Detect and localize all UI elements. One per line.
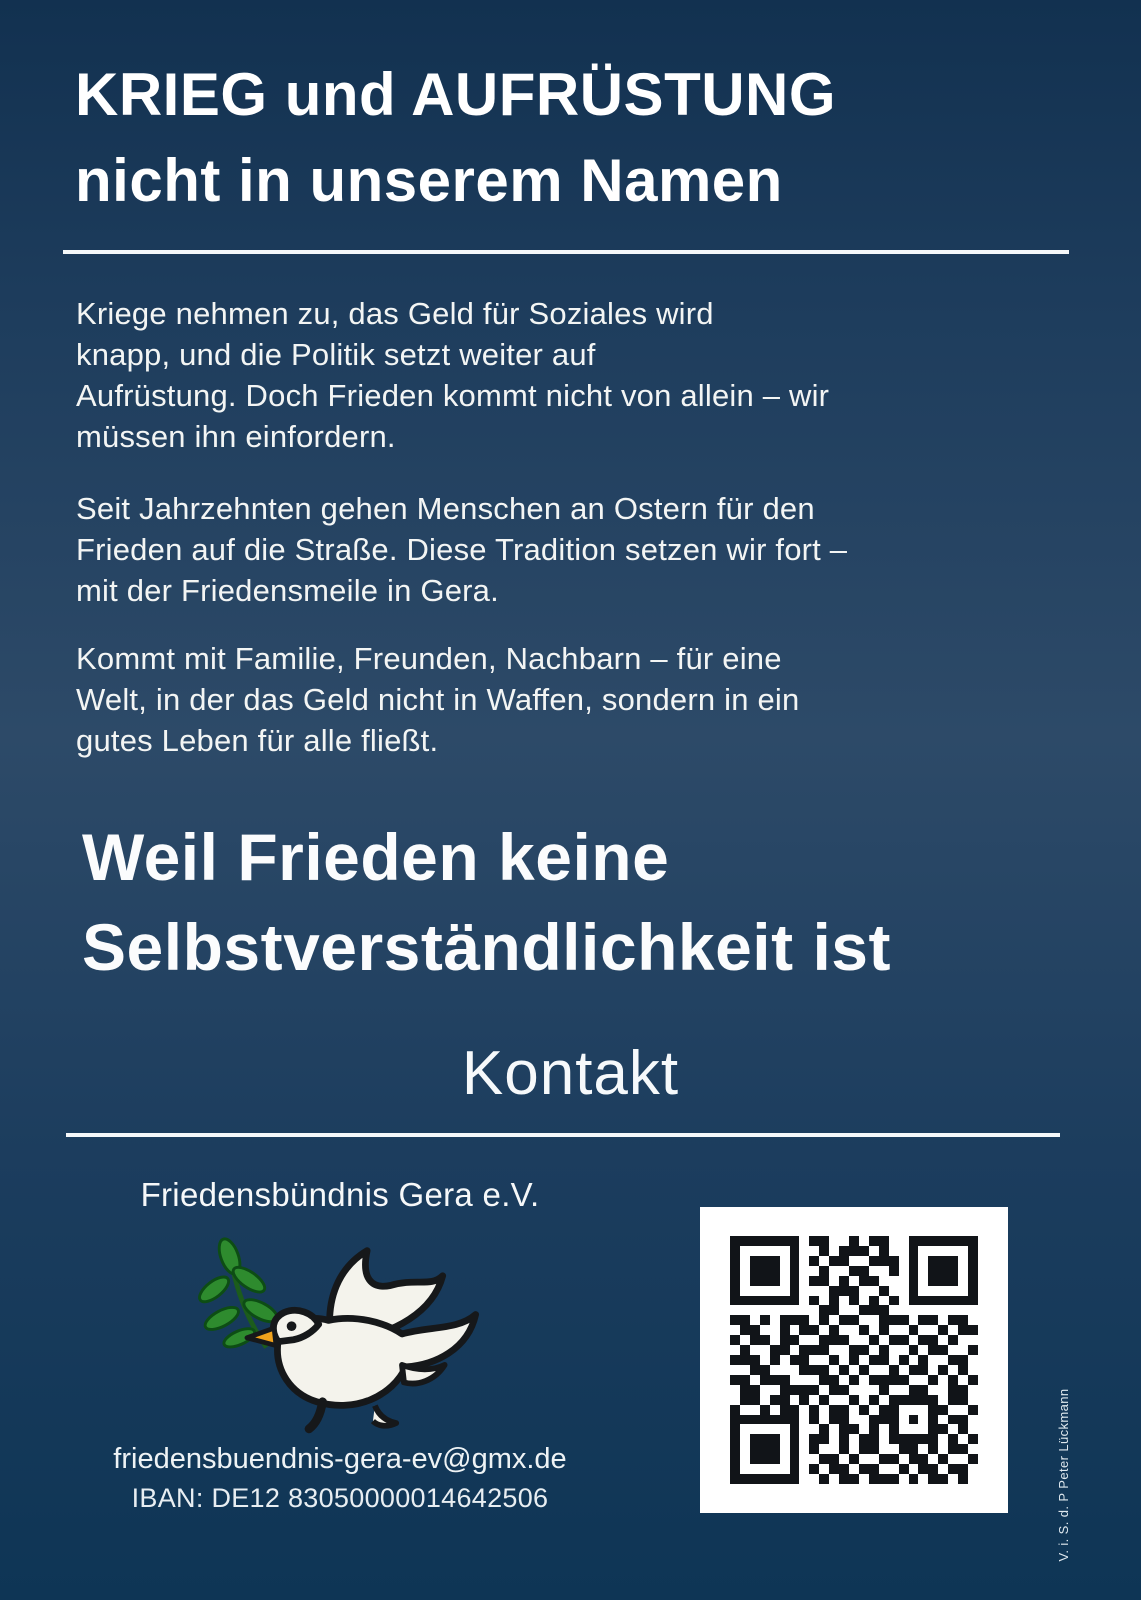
slogan-line1: Weil Frieden keine (82, 820, 670, 894)
imprint-vertical-text: V. i. S. d. P Peter Lückmann (1056, 1388, 1071, 1562)
contact-email: friedensbuendnis-gera-ev@gmx.de (113, 1443, 567, 1475)
contact-heading: Kontakt (461, 1039, 680, 1108)
peace-dove-logo (75, 1228, 605, 1436)
poster-title-line2: nicht in unserem Namen (75, 147, 783, 214)
contact-column (75, 1176, 605, 1436)
qr-code (730, 1236, 978, 1484)
paragraph-tradition (76, 488, 847, 611)
paragraph-line: knapp, und die Politik setzt weiter auf (76, 337, 596, 372)
paragraph-line: müssen ihn einfordern. (76, 419, 396, 454)
paragraph-line: Frieden auf die Straße. Diese Tradition setzen wir fort – (76, 532, 848, 567)
poster-title (75, 52, 836, 224)
paragraph-line: Kriege nehmen zu, das Geld für Soziales wird (76, 296, 714, 331)
paragraph-line: Welt, in der das Geld nicht in Waffen, sondern in ein (76, 682, 800, 717)
paragraph-line: Seit Jahrzehnten gehen Menschen an Ostern für den (76, 491, 815, 526)
contact-divider (66, 1133, 1060, 1137)
paragraph-line: mit der Friedensmeile in Gera. (76, 573, 499, 608)
paragraph-line: gutes Leben für alle fließt. (76, 723, 439, 758)
peace-dove-icon (185, 1228, 495, 1436)
poster-title-line1: KRIEG und AUFRÜSTUNG (75, 61, 837, 128)
organization-name: Friedensbündnis Gera e.V. (140, 1176, 540, 1213)
paragraph-crises (76, 293, 829, 457)
slogan-line2: Selbstverständlichkeit ist (82, 910, 891, 984)
paragraph-line: Kommt mit Familie, Freunden, Nachbarn – für eine (76, 641, 782, 676)
slogan-heading (82, 812, 891, 992)
paragraph-invitation (76, 638, 799, 761)
paragraph-line: Aufrüstung. Doch Frieden kommt nicht von allein – wir (76, 378, 830, 413)
qr-card (700, 1207, 1008, 1513)
donation-iban: IBAN: DE12 83050000014642506 (131, 1483, 549, 1513)
title-divider (63, 250, 1069, 254)
